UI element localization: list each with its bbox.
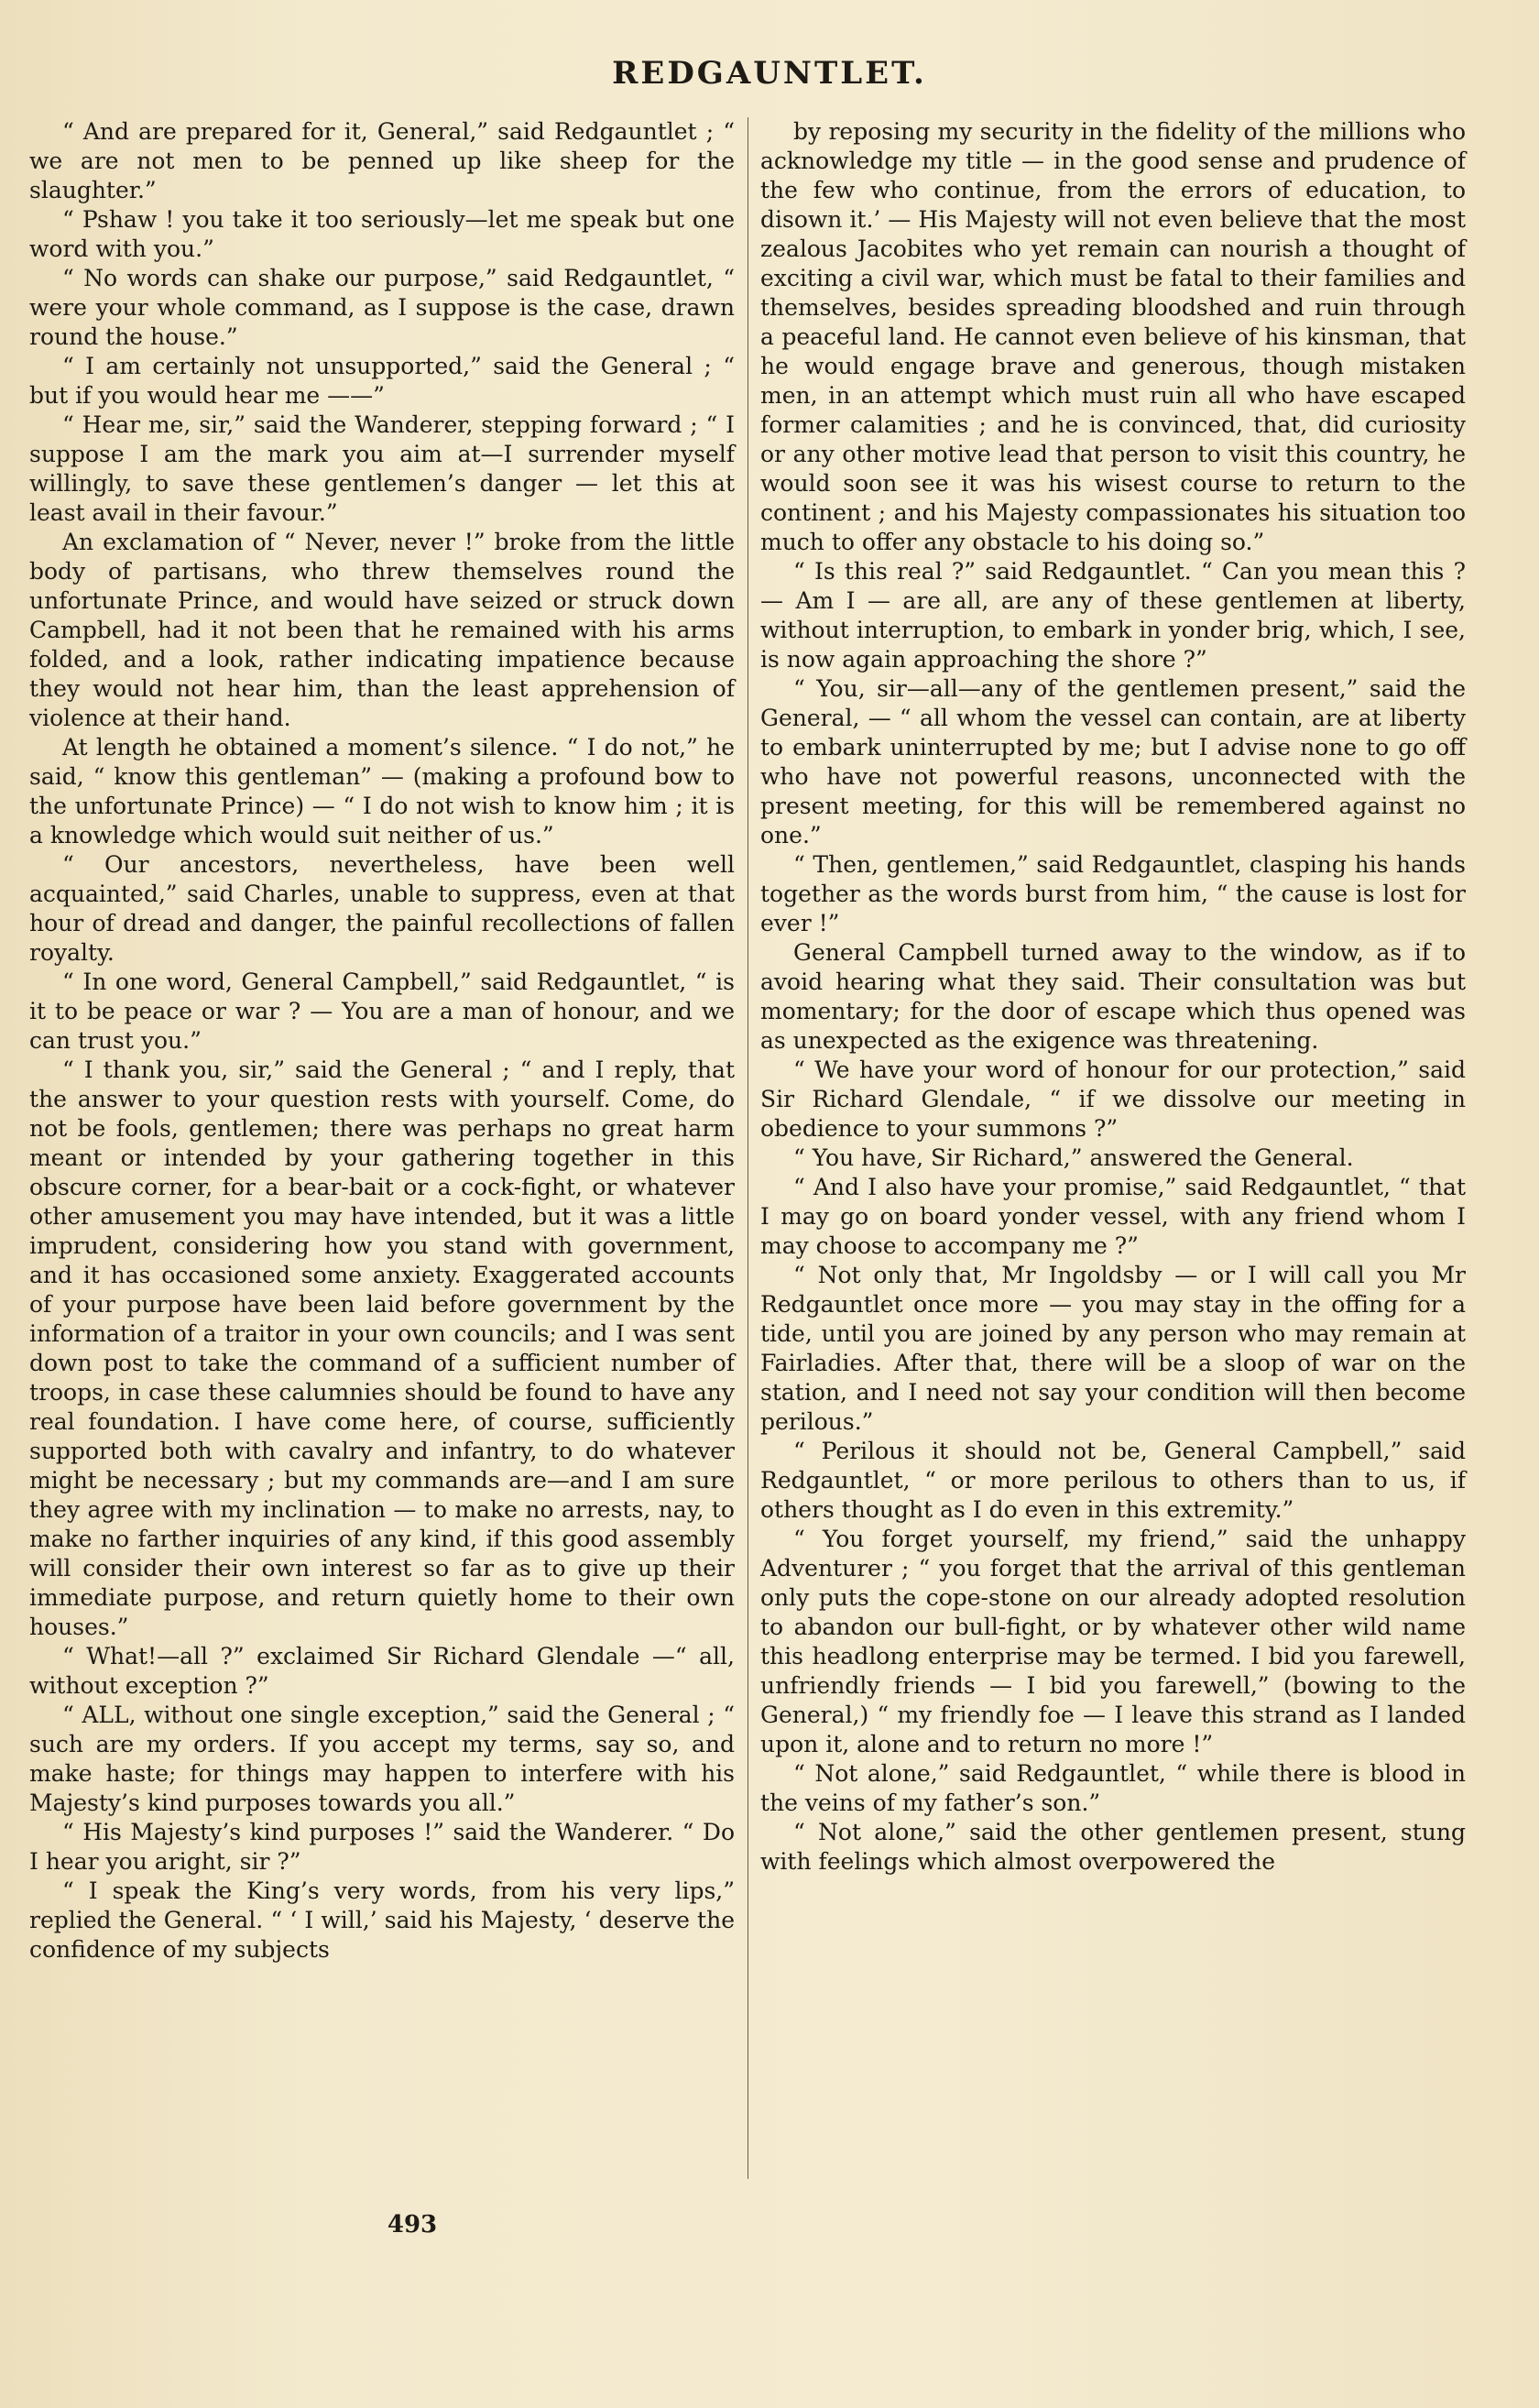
paragraph: “ Perilous it should not be, General Campbell,” said Redgauntlet, “ or more perilous to others than to us, if others thought as I do even in this extremity.” [760,1438,1466,1523]
paragraph: “ I speak the King’s very words, from his very lips,” replied the General. “ ‘ I will,’ said his Majesty, ‘ deserve the confidence of my subjects [29,1877,735,1963]
paragraph: “ You forget yourself, my friend,” said the unhappy Adventurer ; “ you forget that the arrival of this gentleman only puts the cope-stone on our already adopted resolution to abandon our bull-fight, or by whatever other wild name this headlong enterprise may be termed. I bid you farewell, unfriendly friends — I bid you farewell,” (bowing to the General,) “ my friendly foe — I leave this strand as I landed upon it, alone and to return no more !” [760,1526,1466,1757]
paragraph: “ I am certainly not unsupported,” said the General ; “ but if you would hear me ——” [29,353,735,409]
page-number: 493 [387,2211,438,2238]
running-head: REDGAUNTLET. [612,55,927,92]
paragraph: “ You, sir—all—any of the gentlemen present,” said the General, — “ all whom the vessel can contain, are at liberty to embark uninterrupted by me; but I advise none to go off who have not powerful reasons, unconnected with the present meeting, for this will be remembered against no one.” [760,675,1466,848]
paragraph: “ Is this real ?” said Redgauntlet. “ Can you mean this ? — Am I — are all, are any of these gentlemen at liberty, without interruption, to embark in yonder brig, which, I see, is now again approaching the shore ?” [760,558,1466,673]
paragraph: “ ALL, without one single exception,” said the General ; “ such are my orders. If you accept my terms, say so, and make haste; for things may happen to interfere with his Majesty’s kind purposes towards you all.” [29,1702,735,1816]
paragraph: “ No words can shake our purpose,” said Redgauntlet, “ were your whole command, as I suppose is the case, drawn round the house.” [29,265,735,350]
paragraph: “ In one word, General Campbell,” said Redgauntlet, “ is it to be peace or war ? — You are a man of honour, and we can trust you.” [29,969,735,1054]
paragraph: “ And are prepared for it, General,” said Redgauntlet ; “ we are not men to be penned up like sheep for the slaughter.” [29,118,735,203]
paragraph: “ Our ancestors, nevertheless, have been well acquainted,” said Charles, unable to suppress, even at that hour of dread and danger, the painful recollections of fallen royalty. [29,851,735,966]
paragraph: At length he obtained a moment’s silence. “ I do not,” he said, “ know this gentleman” — (making a profound bow to the unfortunate Prince) — “ I do not wish to know him ; it is a knowledge which would suit neither of us.” [29,734,735,848]
paragraph: “ Not alone,” said the other gentlemen present, stung with feelings which almost overpowered the [760,1819,1466,1875]
paragraph: “ I thank you, sir,” said the General ; “ and I reply, that the answer to your question rests with yourself. Come, do not be fools, gentlemen; there was perhaps no great harm meant or intended by your gathering together in this obscure corner, for a bear-bait or a cock-fight, or whatever other amusement you may have intended, but it was a little imprudent, considering how you stand with government, and it has occasioned some anxiety. Exaggerated accounts of your purpose have been laid before government by the information of a traitor in your own councils; and I was sent down post to take the command of a sufficient number of troops, in case these calumnies should be found to have any real foundation. I have come here, of course, sufficiently supported both with cavalry and infantry, to do whatever might be necessary ; but my commands are—and I am sure they agree with my inclination — to make no arrests, nay, to make no farther inquiries of any kind, if this good assembly will consider their own interest so far as to give up their immediate purpose, and return quietly home to their own houses.” [29,1056,735,1640]
paragraph: “ Then, gentlemen,” said Redgauntlet, clasping his hands together as the words burst from him, “ the cause is lost for ever !” [760,851,1466,936]
paragraph: “ You have, Sir Richard,” answered the General. [793,1144,1354,1171]
paragraph: An exclamation of “ Never, never !” broke from the little body of partisans, who threw themselves round the unfortunate Prince, and would have seized or struck down Campbell, had it not been that he remained with his arms folded, and a look, rather indicating impatience because they would not hear him, than the least apprehension of violence at their hand. [29,529,735,731]
paragraph: “ Hear me, sir,” said the Wanderer, stepping forward ; “ I suppose I am the mark you aim at—I surrender myself willingly, to save these gentlemen’s danger — let this at least avail in their favour.” [29,411,735,526]
paragraph: “ Pshaw ! you take it too seriously—let me speak but one word with you.” [29,206,735,262]
paragraph: by reposing my security in the fidelity of the millions who acknowledge my title — in the good sense and prudence of the few who continue, from the errors of education, to disown it.’ — His Majesty will not even believe that the most zealous Jacobites who yet remain can nourish a thought of exciting a civil war, which must be fatal to their families and themselves, besides spreading bloodshed and ruin through a peaceful land. He cannot even believe of his kinsman, that he would engage brave and generous, though mistaken men, in an attempt which must ruin all who have escaped former calamities ; and he is convinced, that, did curiosity or any other motive lead that person to visit this country, he would soon see it was his wisest course to return to the continent ; and his Majesty compassionates his situation too much to offer any obstacle to his doing so.” [760,118,1466,555]
paragraph: “ His Majesty’s kind purposes !” said the Wanderer. “ Do I hear you aright, sir ?” [29,1819,735,1875]
paragraph: “ What!—all ?” exclaimed Sir Richard Glendale —“ all, without exception ?” [29,1643,735,1699]
paragraph: “ And I also have your promise,” said Redgauntlet, “ that I may go on board yonder vessel, with any friend whom I may choose to accompany me ?” [760,1174,1466,1259]
paragraph: “ Not only that, Mr Ingoldsby — or I will call you Mr Redgauntlet once more — you may stay in the offing for a tide, until you are joined by any person who may remain at Fairladies. After that, there will be a sloop of war on the station, and I need not say your condition will then become perilous.” [760,1262,1466,1435]
paragraph: “ We have your word of honour for our protection,” said Sir Richard Glendale, “ if we dissolve our meeting in obedience to your summons ?” [760,1056,1466,1142]
paragraph: “ Not alone,” said Redgauntlet, “ while there is blood in the veins of my father’s son.” [760,1760,1466,1816]
paragraph: General Campbell turned away to the window, as if to avoid hearing what they said. Their consultation was but momentary; for the door of escape which thus opened was as unexpected as the exigence was threatening. [760,939,1466,1054]
right-column [760,117,1466,1877]
left-column [29,117,735,1965]
